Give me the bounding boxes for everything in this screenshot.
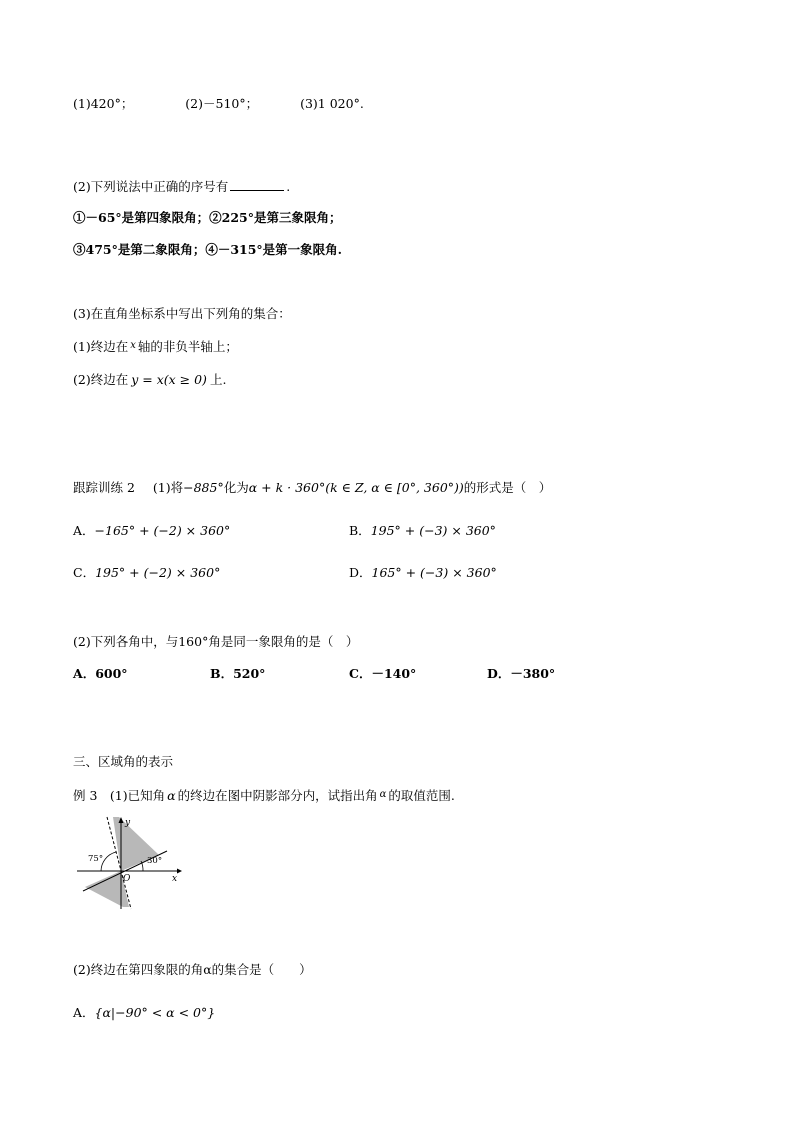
q3-a-post: 轴的非负半轴上；	[137, 339, 238, 354]
training2-q1-post: 的形式是（ ）	[463, 480, 552, 495]
x-axis-label: x	[172, 874, 178, 884]
option-c-label: C．	[73, 565, 96, 580]
option-d[interactable]	[349, 565, 497, 581]
q3-b-expr: y = x(x ≥ 0)	[131, 372, 207, 387]
option-d-label: D．	[349, 565, 372, 580]
x-axis-arrow	[177, 869, 182, 874]
answer-blank	[230, 178, 284, 191]
example3-q2-option-a[interactable]	[73, 1005, 215, 1021]
training2-q1	[73, 480, 551, 496]
example3-q2-option-a-label: A．	[73, 1005, 95, 1020]
q2-line-1: ①－65°是第四象限角；②225°是第三象限角；	[73, 210, 342, 225]
example3-pre: 例 3 (1)已知角	[73, 788, 166, 803]
option-c-text: 195° + (−2) × 360°	[95, 565, 221, 580]
q1-item-2: (2)－510°；	[185, 96, 259, 111]
angle-arc-75	[101, 852, 116, 871]
example3-mid: 的终边在图中阴影部分内，试指出角	[177, 788, 378, 803]
training2-q1-pre: (1)将	[152, 480, 184, 495]
q3-a-pre: (1)终边在	[73, 339, 129, 354]
training2-q2-option-c[interactable]: C．－140°	[349, 666, 417, 681]
q3-a-var: x	[130, 340, 136, 351]
option-a-text: −165° + (−2) × 360°	[94, 523, 231, 538]
option-b-text: 195° + (−3) × 360°	[370, 523, 496, 538]
option-a[interactable]	[73, 523, 230, 539]
q1-item-1: (1)420°；	[73, 96, 134, 111]
angle-region-figure	[73, 815, 185, 911]
q3-stem: (3)在直角坐标系中写出下列角的集合：	[73, 306, 291, 321]
training2-q2-option-b[interactable]: B．520°	[210, 666, 266, 681]
option-a-label: A．	[73, 523, 95, 538]
q3-b-pre: (2)终边在	[73, 372, 129, 387]
example3-q2-stem: (2)终边在第四象限的角α的集合是（ ）	[73, 962, 312, 977]
training2-q2-stem: (2)下列各角中，与160°角是同一象限角的是（ ）	[73, 634, 359, 649]
angle-label-75: 75°	[88, 854, 104, 864]
example3-var-2: α	[379, 789, 387, 800]
training2-q1-expr: α + k · 360°(k ∈ Z, α ∈ [0°, 360°))	[248, 480, 464, 495]
example3-post: 的取值范围.	[388, 788, 455, 803]
q3-part-a	[73, 338, 238, 355]
q2-line-2: ③475°是第二象限角；④－315°是第一象限角.	[73, 242, 343, 257]
q3-part-b	[73, 372, 226, 388]
q3-b-post: 上.	[209, 372, 227, 387]
training2-q2-option-a[interactable]: A．600°	[73, 666, 128, 681]
angle-region-diagram	[73, 815, 185, 911]
q2-stem-text: (2)下列说法中正确的序号有	[73, 179, 229, 194]
training2-q1-num: −885°	[183, 480, 224, 495]
angle-label-30: 30°	[147, 856, 163, 866]
training2-title: 跟踪训练 2	[73, 480, 135, 495]
example3-var-1: α	[167, 788, 176, 803]
q2-stem	[73, 178, 290, 195]
training2-q2-option-d[interactable]: D．－380°	[487, 666, 556, 681]
training2-q1-mid: 化为	[223, 480, 249, 495]
section3-heading: 三、区域角的表示	[73, 754, 174, 769]
option-b-label: B．	[349, 523, 371, 538]
origin-label: O	[123, 874, 131, 884]
example3-q2-option-a-text: {α|−90° < α < 0°}	[94, 1005, 216, 1020]
option-b[interactable]	[349, 523, 496, 539]
q2-stem-end: .	[286, 179, 291, 194]
option-c[interactable]	[73, 565, 220, 581]
q1-items-row	[73, 96, 364, 112]
q1-item-3: (3)1 020°.	[300, 96, 364, 111]
option-d-text: 165° + (−3) × 360°	[371, 565, 497, 580]
example3-q1	[73, 787, 455, 804]
y-axis-label: y	[125, 818, 131, 828]
